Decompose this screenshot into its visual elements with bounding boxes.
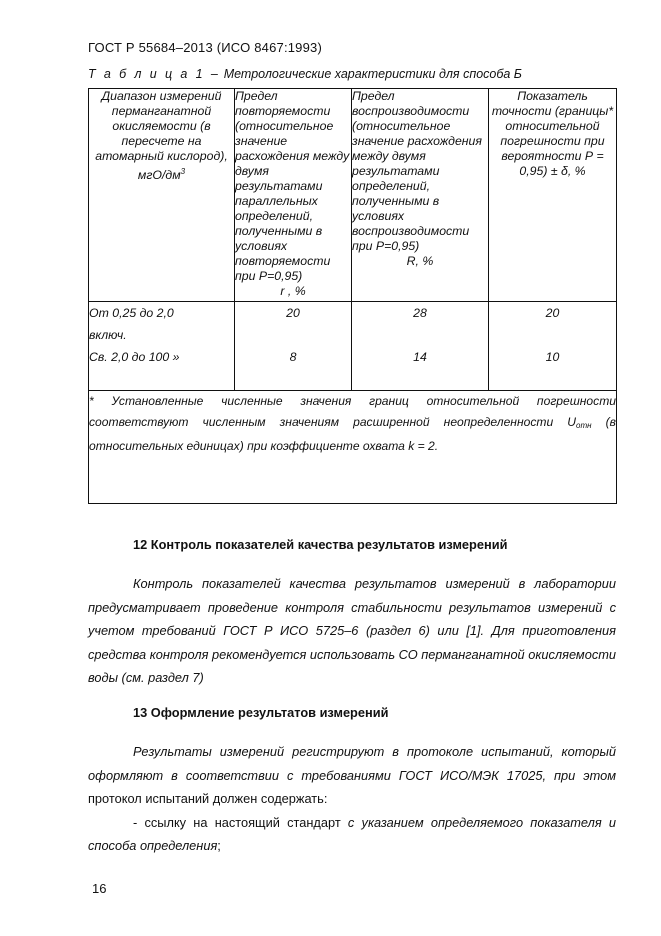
header-repeatability xyxy=(235,89,352,302)
reproducibility-cell xyxy=(352,302,489,391)
document-header: ГОСТ Р 55684–2013 (ИСО 8467:1993) xyxy=(88,40,323,55)
section-12-text: Контроль показателей качества результатов измерений в лаборатории предусматривает проведение контроля стабильности результатов измерений с учетом требований ГОСТ Р ИСО 5725–6 (раздел 6) или [1]. Для приготовления средства контроля рекомендуется использовать СО перманганатной окисляемости воды (см. раздел 7) xyxy=(88,576,616,685)
header-accuracy: Показатель точности (границы* относительной погрешности при вероятности Р = 0,95) ± δ, % xyxy=(489,89,617,302)
header-range-superscript: 3 xyxy=(180,167,186,176)
header-range-text: Диапазон измерений перманганатной окисляемости (в пересчете на атомарный кислород), мгО/дм xyxy=(95,89,228,182)
section-12 xyxy=(88,537,616,690)
header-reproducibility-text: Предел воспроизводимости (относительное значение расхождения между двумя результатами определений, полученными в условиях воспроизводимости при Р=0,95) xyxy=(352,89,482,253)
repeatability-cell xyxy=(235,302,352,391)
section-13 xyxy=(88,705,616,858)
table-footnote-row xyxy=(89,391,617,504)
table-header-row xyxy=(89,89,617,302)
range-value-2: Св. 2,0 до 100 » xyxy=(89,350,180,364)
repeatability-value-1: 20 xyxy=(286,306,300,320)
header-repeatability-text: Предел повторяемости (относительное значение расхождения между двумя результатами параллельных определений, полученными в условиях повторяемости при Р=0,95) xyxy=(235,89,350,283)
section-13-heading: 13 Оформление результатов измерений xyxy=(133,705,389,720)
header-reproducibility-symbol: R, % xyxy=(406,254,434,268)
section-13-list-item xyxy=(88,811,616,858)
range-value-1: От 0,25 до 2,0 xyxy=(89,306,174,320)
page-number: 16 xyxy=(92,881,107,896)
footnote-text-1: * Установленные численные значения границ относительной погрешности соответствуют численным значениям расширенной неопределенности U xyxy=(89,394,616,429)
list-item-end: ; xyxy=(217,838,221,853)
table-caption xyxy=(88,67,522,81)
range-value-1-cont: включ. xyxy=(89,328,127,342)
metrology-table xyxy=(88,88,617,504)
list-item-italic: с указанием определяемого показателя и способа определения xyxy=(88,814,617,853)
section-13-text-italic: Результаты измерений регистрируют в протоколе испытаний, который оформляют в соответствии с требованиями ГОСТ ИСО/МЭК 17025, при этом xyxy=(88,744,616,783)
list-item-regular: - ссылку на настоящий стандарт xyxy=(133,814,348,830)
table-row xyxy=(89,302,617,391)
header-repeatability-symbol: r , % xyxy=(280,284,306,298)
accuracy-value-1: 20 xyxy=(545,306,560,320)
range-cell xyxy=(89,302,235,391)
section-12-heading: 12 Контроль показателей качества результатов измерений xyxy=(133,537,508,552)
header-reproducibility xyxy=(352,89,489,302)
section-13-text xyxy=(88,740,616,811)
section-13-text-regular: протокол испытаний должен содержать: xyxy=(88,791,328,806)
table-caption-prefix: Т а б л и ц а 1 – xyxy=(88,67,221,81)
repeatability-value-2: 8 xyxy=(289,350,297,364)
footnote-subscript: отн xyxy=(576,420,592,430)
table-footnote xyxy=(89,391,617,504)
reproducibility-value-2: 14 xyxy=(413,350,427,364)
accuracy-value-2: 10 xyxy=(545,350,560,364)
reproducibility-value-1: 28 xyxy=(413,306,427,320)
header-range xyxy=(89,89,235,302)
accuracy-cell xyxy=(489,302,617,391)
footnote-text-2: (в относительных единицах) при коэффициенте охвата k = 2. xyxy=(89,414,616,453)
table-caption-title: Метрологические характеристики для способа Б xyxy=(220,67,522,81)
